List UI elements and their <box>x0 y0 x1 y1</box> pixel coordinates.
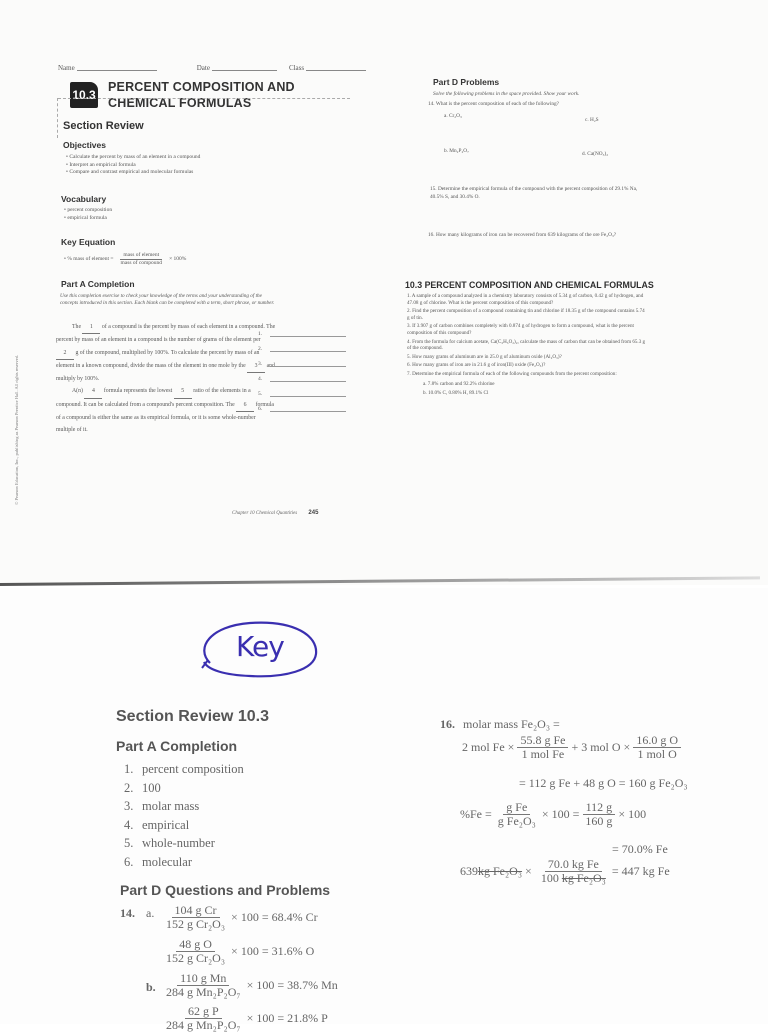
answer-key-part-d-heading: Part D Questions and Problems <box>120 882 331 898</box>
numerator: 55.8 g Fe <box>517 734 568 748</box>
term: = 447 kg Fe <box>611 864 670 878</box>
name-label: Name <box>58 64 75 72</box>
answer-number: 2. <box>124 780 134 795</box>
blank-4: 4 <box>84 385 102 398</box>
q14-label: 14. <box>120 906 135 920</box>
denominator: 1 mol Fe <box>521 747 565 761</box>
answer-item <box>124 779 244 798</box>
answer-number: 1. <box>124 762 134 776</box>
numerator: 16.0 g O <box>633 734 681 748</box>
denominator: 284 g Mn₂P₂O₇ <box>166 1018 241 1032</box>
part-d-instructions: Solve the following problems in the space provided. Show your work. <box>433 91 580 97</box>
q16-label: 16. <box>440 717 455 731</box>
fraction <box>495 801 539 828</box>
answer-item <box>124 853 244 872</box>
fraction <box>163 904 228 931</box>
passage-text: ratio of the elements in a compound. It can be calculated from a compound's percent composition. The <box>56 388 251 408</box>
date-label: Date <box>196 64 210 72</box>
objectives-list <box>66 154 200 177</box>
q14a-cr-equation <box>160 904 318 931</box>
term: × 100 <box>618 807 647 821</box>
q14a-label: a. <box>146 906 155 920</box>
passage-text: g of the compound, multiplied by 100%. To calculate the percent by mass of an element in a known compound, divide the mass of the element in one mole by the <box>56 349 260 369</box>
section-number-badge: 10.3 <box>70 82 98 108</box>
key-equation: • % mass of element = $\frac{\text{mass of element}}{\text{mass of compound}}$ × 100% <box>64 252 187 266</box>
blank-5: 5 <box>174 385 192 398</box>
passage-text: and multiply by 100%. <box>56 362 275 383</box>
section-review-heading: Section Review <box>63 120 144 132</box>
question-14: 14. What is the percent composition of each of the following? <box>428 101 559 107</box>
answer-line-1[interactable] <box>258 322 346 337</box>
part-a-instructions: Use this completion exercise to check your knowledge of the terms and your understanding of the concepts introduced in this section. Each blank can be completed with a term, short phrase, or number. <box>60 293 275 306</box>
cancelled-unit: kg Fe₂O₃ <box>561 871 606 885</box>
blank-1: 1 <box>82 321 100 334</box>
q16-line-6 <box>460 858 670 885</box>
answer-number: 3. <box>124 799 134 813</box>
cancelled-unit: kg Fe₂O₃ <box>478 864 523 878</box>
passage-text: formula represents the lowest <box>103 388 173 395</box>
answer-key-part-a-heading: Part A Completion <box>116 738 238 754</box>
answer-item <box>124 760 244 779</box>
part-a-passage <box>56 321 276 437</box>
term: + 3 mol O × <box>571 740 631 754</box>
term: %Fe = <box>460 807 492 821</box>
answer-text: molar mass <box>142 799 200 813</box>
q16-line-4 <box>460 801 646 828</box>
result: × 100 = 38.7% Mn <box>246 978 338 992</box>
header-rule-vertical <box>57 98 58 138</box>
passage-text: The <box>72 324 82 330</box>
objective-item: • Interpret an empirical formula <box>66 162 200 170</box>
fraction <box>633 734 681 761</box>
numerator: 48 g O <box>176 938 215 952</box>
answer-number: 6. <box>258 406 263 412</box>
answer-line-6[interactable] <box>258 397 346 412</box>
numerator: 70.0 kg Fe <box>545 858 602 872</box>
objective-item: • Compare and contrast empirical and molecular formulas <box>66 169 200 177</box>
q16-line-1 <box>440 717 560 732</box>
fraction <box>538 858 609 885</box>
answer-key-title: Section Review 10.3 <box>116 708 269 725</box>
fraction <box>163 972 244 999</box>
vocabulary-heading: Vocabulary <box>61 194 107 204</box>
practice-item: 5. How many grams of aluminum are in 25.0 g of aluminum oxide (Al₂O₃)? <box>407 353 562 360</box>
practice-item: 6. How many grams of iron are in 21.6 g of iron(III) oxide (Fe₂O₃)? <box>407 362 546 369</box>
practice-subitem: b. 10.0% C, 0.80% H, 89.1% Cl <box>423 390 489 397</box>
numerator: 112 g <box>583 801 616 815</box>
answer-text: percent composition <box>142 762 244 776</box>
answer-line-4[interactable] <box>258 367 346 382</box>
numerator: 110 g Mn <box>177 972 229 986</box>
practice-item: 2. Find the percent composition of a compound containing tin and chlorine if 18.35 g of the compound contains 5.74 g of tin. <box>407 308 645 321</box>
page-number: 245 <box>308 510 319 516</box>
fraction <box>582 801 615 828</box>
practice-item: 4. From the formula for calcium acetate, Ca(C₂H₃O₂)₂, calculate the mass of carbon that can be obtained from 65.3 g of the compound. <box>407 338 646 352</box>
fraction <box>163 938 228 965</box>
answer-number: 5. <box>258 391 263 397</box>
q14a-o-equation <box>160 938 314 965</box>
key-handwritten-label: Key <box>236 630 284 663</box>
answer-line-2[interactable] <box>258 337 346 352</box>
answer-item <box>124 834 244 853</box>
vocabulary-item: • percent composition <box>64 207 112 215</box>
answer-text: empirical <box>142 817 190 832</box>
practice-heading: 10.3 PERCENT COMPOSITION AND CHEMICAL FORMULAS <box>405 280 654 290</box>
den-value: 100 <box>540 871 559 885</box>
answer-line-3[interactable] <box>258 352 346 367</box>
equation-rhs: × 100% <box>169 255 187 262</box>
result: × 100 = 21.8% P <box>246 1011 328 1025</box>
numerator: 104 g Cr <box>172 904 220 918</box>
q16-line-3: = 112 g Fe + 48 g O = 160 g Fe₂O₃ <box>519 776 688 790</box>
term: 2 mol Fe × <box>462 740 515 754</box>
answer-number: 1. <box>258 331 263 337</box>
blank-3: 3 <box>247 360 265 373</box>
footer-chapter: Chapter 10 Chemical Quantities <box>232 511 298 516</box>
molar-mass-text: molar mass Fe₂O₃ = <box>463 717 560 731</box>
key-equation-heading: Key Equation <box>61 237 116 247</box>
denominator: 152 g Cr₂O₃ <box>166 917 226 931</box>
blank-6: 6 <box>236 399 254 412</box>
objectives-heading: Objectives <box>63 140 106 150</box>
denominator: 160 g <box>585 814 613 828</box>
answer-text: 100 <box>142 780 161 795</box>
date-field[interactable] <box>212 64 277 71</box>
answer-number: 3. <box>258 361 263 367</box>
copyright-notice <box>14 300 24 510</box>
denominator <box>538 872 609 885</box>
result: × 100 = 31.6% O <box>231 944 315 958</box>
equation-fraction <box>118 252 166 267</box>
numerator: g Fe <box>503 801 530 815</box>
title-line-2: CHEMICAL FORMULAS <box>108 96 252 110</box>
equation-denominator: mass of compound <box>120 260 163 266</box>
header-rule <box>58 98 350 99</box>
term: × <box>525 864 532 878</box>
answer-number: 2. <box>258 346 263 352</box>
question-14d: d. Ca(NO₃)₂ <box>582 151 609 157</box>
answer-key-part-a-list <box>124 760 244 871</box>
result: × 100 = 68.4% Cr <box>231 910 318 924</box>
practice-item: 1. A sample of a compound analyzed in a chemistry laboratory consists of 5.34 g of carbon, 0.42 g of hydrogen, and 47.08 g of chlorine. What is the percent composition of this compound? <box>407 293 644 306</box>
answer-key-page <box>0 588 768 1024</box>
passage-text: formula of a compound is either the same as its empirical formula, or it is some whole-number multiple of it. <box>56 401 274 434</box>
question-15: 15. Determine the empirical formula of the compound with the percent composition of 29.1% Na, 40.5% S, and 30.4% O. <box>430 186 638 200</box>
term: 639 <box>460 864 478 878</box>
fraction <box>163 1005 244 1032</box>
numerator: 62 g P <box>185 1005 222 1019</box>
equation-lhs: % mass of element = <box>67 255 114 262</box>
header-fields <box>58 64 366 72</box>
question-14c: c. H₂S <box>585 117 599 123</box>
question-16: 16. How many kilograms of iron can be recovered from 639 kilograms of the ore Fe₂O₃? <box>428 232 617 238</box>
denominator: 284 g Mn₂P₂O₇ <box>166 985 241 999</box>
q14b-p-equation <box>160 1005 328 1032</box>
question-14b: b. Mn₂P₂O₇ <box>444 148 469 154</box>
q14b-mn-equation <box>160 972 338 999</box>
denominator: 152 g Cr₂O₃ <box>166 951 226 965</box>
answer-number: 4. <box>124 817 134 832</box>
answer-text: molecular <box>142 854 192 869</box>
question-14a: a. Cr₂O₃ <box>444 113 462 119</box>
denominator: 1 mol O <box>637 747 677 761</box>
answer-number: 5. <box>124 836 134 850</box>
equation-numerator: mass of element <box>120 252 162 260</box>
denominator: g Fe₂O₃ <box>497 814 536 828</box>
title-line-1: PERCENT COMPOSITION AND <box>108 80 295 94</box>
practice-item: 7. Determine the empirical formula of each of the following compounds from the percent composition: <box>407 370 617 377</box>
answer-item <box>124 797 244 816</box>
class-label: Class <box>288 64 305 72</box>
answer-number: 4. <box>258 376 263 382</box>
fraction <box>517 734 568 761</box>
worksheet-title <box>108 79 295 111</box>
answer-text: whole-number <box>142 836 215 850</box>
answer-number: 6. <box>124 854 134 869</box>
name-field[interactable] <box>77 64 157 71</box>
part-d-heading: Part D Problems <box>433 77 500 87</box>
copyright-text: © Pearson Education, Inc., publishing as Pearson Prentice Hall. All rights reserved. <box>14 354 19 505</box>
vocabulary-item: • empirical formula <box>64 215 112 223</box>
part-a-heading: Part A Completion <box>61 279 135 289</box>
practice-problems <box>407 293 647 397</box>
blank-2: 2 <box>56 347 74 360</box>
answer-item <box>124 816 244 835</box>
page-footer <box>232 510 318 516</box>
q16-line-5: = 70.0% Fe <box>612 842 668 856</box>
passage-text: of a compound is the percent by mass of each element in a compound. The percent by mass of an element in a compound is the number of grams of the element per <box>56 324 276 344</box>
vocabulary-list <box>64 207 112 222</box>
practice-item: 3. If 3.907 g of carbon combines completely with 0.874 g of hydrogen to form a compound, what is the percent composition of this compound? <box>407 323 634 336</box>
class-field[interactable] <box>306 64 366 71</box>
part-a-answer-lines <box>258 322 346 412</box>
practice-subitem: a. 7.8% carbon and 92.2% chlorine <box>423 380 495 387</box>
passage-text: A(n) <box>72 388 83 395</box>
q14b-label: b. <box>146 980 156 994</box>
term: × 100 = <box>541 807 580 821</box>
answer-line-5[interactable] <box>258 382 346 397</box>
q16-line-2 <box>462 734 684 761</box>
objective-item: • Calculate the percent by mass of an element in a compound <box>66 154 200 162</box>
